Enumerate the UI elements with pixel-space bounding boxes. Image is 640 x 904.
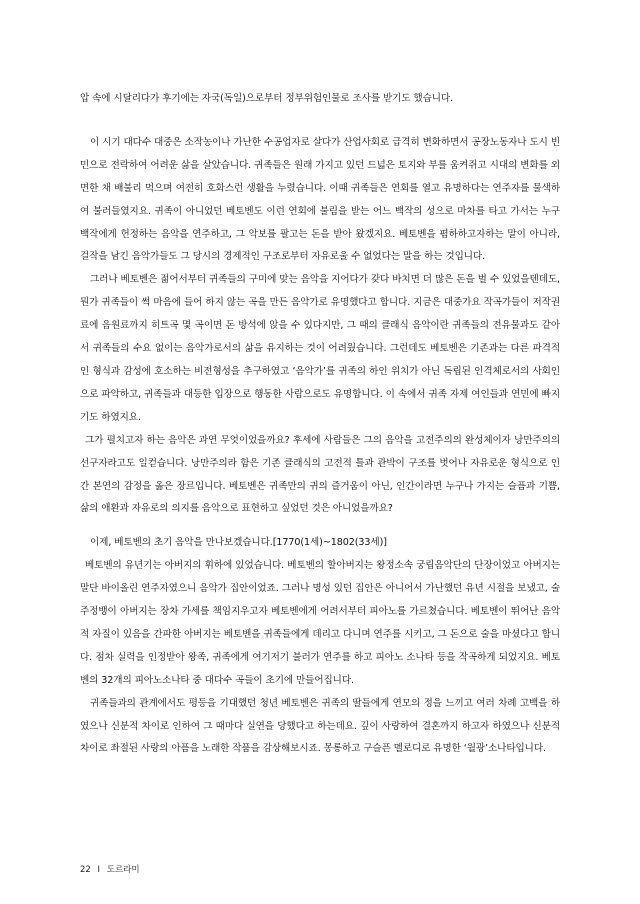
paragraph: 압 속에 시달리다가 후기에는 자국(독일)으로부터 정부위험인물로 조사를 받기도 했습니다. (80, 93, 454, 104)
page-footer (80, 863, 140, 875)
footer-separator: I (97, 865, 101, 875)
body-text (80, 88, 560, 761)
paragraph: 이제, 베토벤의 초기 음악을 만나보겠습니다.[1770(1세)~1802(33세)] (90, 537, 387, 549)
paragraph: 베토벤의 유년기는 아버지의 휘하에 있었습니다. 베토벤의 할아버지는 왕정소속 궁립음악단의 단장이었고 아버지는 말단 바이올린 연주자였으니 음악가 집안이었죠. 그러나 명성 있던 집안은 아니어서 가난했던 유년 시절을 보냈고, 술주정뱅이 아버지는 장차 가세를 책임지우고자 베토벤에게 어려서부터 피아노를 가르쳤습니다. 베토벤이 뛰어난 음악적 자질이 있음을 간파한 아버지는 베토벤을 귀족들에게 데리고 다니며 연주를 시키고, 그 돈으로 술을 마셨다고 합니다. 점차 실력을 인정받아 왕족, 귀족에게 여기저기 불러가 연주를 하고 피아노 소나타 등을 작곡하게 되었지요. 베토벤의 32개의 피아노소나타 중 대다수 곡들이 초기에 만들어집니다. (80, 560, 560, 686)
paragraph: 그가 펼치고자 하는 음악은 과연 무엇이었을까요? 후세에 사람들은 그의 음악을 고전주의의 완성체이자 낭만주의의 선구자라고도 일컫습니다. 낭만주의라 함은 기존 클래식의 고전적 틀과 관박이 구조를 벗어나 자유로운 형식으로 인간 본연의 감정을 옮은 장르입니다. 베토벤은 귀족만의 귀의 즐거움이 아닌, 인간이라면 누구나 가지는 슬픔과 기쁨, 삶의 애환과 자유로의 의지를 음악으로 표현하고 싶었던 것은 아니었을까요? (80, 434, 560, 515)
paragraph: 귀족들과의 관계에서도 평등을 기대했던 청년 베토벤은 귀족의 딸들에게 연모의 정을 느끼고 여러 차례 고백을 하였으나 신분적 차이로 인하여 그 때마다 실연을 당했다고 하는데요. 깊이 사랑하여 결혼까지 하고자 하였으나 신분적 차이로 좌절된 사랑의 아픔을 노래한 작품을 감상해보시죠. 몽롱하고 구슬픈 멜로디로 유명한 ‘월광’소나타입니다. (80, 697, 560, 755)
page-number: 22 (80, 865, 91, 875)
paragraph-gap (80, 521, 560, 532)
publication-name: 도르라미 (106, 865, 140, 875)
paragraph: 그러나 베토벤은 젊어서부터 귀족들의 구미에 맞는 음악을 지어다가 갖다 바치면 더 많은 돈을 벌 수 있었을텐데도, 뭔가 귀족들이 썩 마음에 들어 하지 않는 곡을 만든 음악가로 유명했다고 합니다. 지금은 대중가요 작곡가들이 저작권료에 음원료까지 히트곡 몇 곡이면 돈 방석에 앉을 수 있다지만, 그 때의 클래식 음악이란 귀족들의 전유물과도 같아서 귀족들의 수요 없이는 음악가로서의 삶을 유지하는 것이 어려웠습니다. 그런데도 베토벤은 기존과는 다른 파격적인 형식과 감성에 호소하는 비전형성을 추구하였고 ‘음악가’를 귀족의 하인 위치가 아닌 독립된 인격체로서의 사회인으로 파악하고, 귀족들과 대등한 입장으로 행동한 사람으로도 유명합니다. 이 속에서 귀족 자제 여인들과 연민에 빠지기도 하였지요. (80, 274, 560, 423)
paragraph-gap (80, 111, 560, 132)
paragraph: 이 시기 대다수 대중은 소작농이나 가난한 수공업자로 살다가 산업사회로 급격히 변화하면서 공장노동자나 도시 빈민으로 전락하여 어려운 삶을 살았습니다. 귀족들은 원래 가지고 있던 드넓은 토지와 부를 움켜쥐고 시대의 변화를 외면한 채 배불리 먹으며 여전히 호화스런 생활을 누렸습니다. 이때 귀족들은 연회를 열고 유명하다는 연주자를 물색하여 불러들였지요. 귀족이 아니었던 베토벤도 이런 연회에 불림을 받는 어느 백작의 성으로 마차를 타고 가서는 누구 백작에게 헌정하는 음악을 연주하고, 그 악보를 팔고는 돈을 받아 왔겠지요. 베토벤을 폄하하고자하는 말이 아니라, 걸작을 남긴 음악가들도 그 당시의 경제적인 구조로부터 자유로울 수 없었다는 말을 하는 것입니다. (80, 136, 560, 263)
